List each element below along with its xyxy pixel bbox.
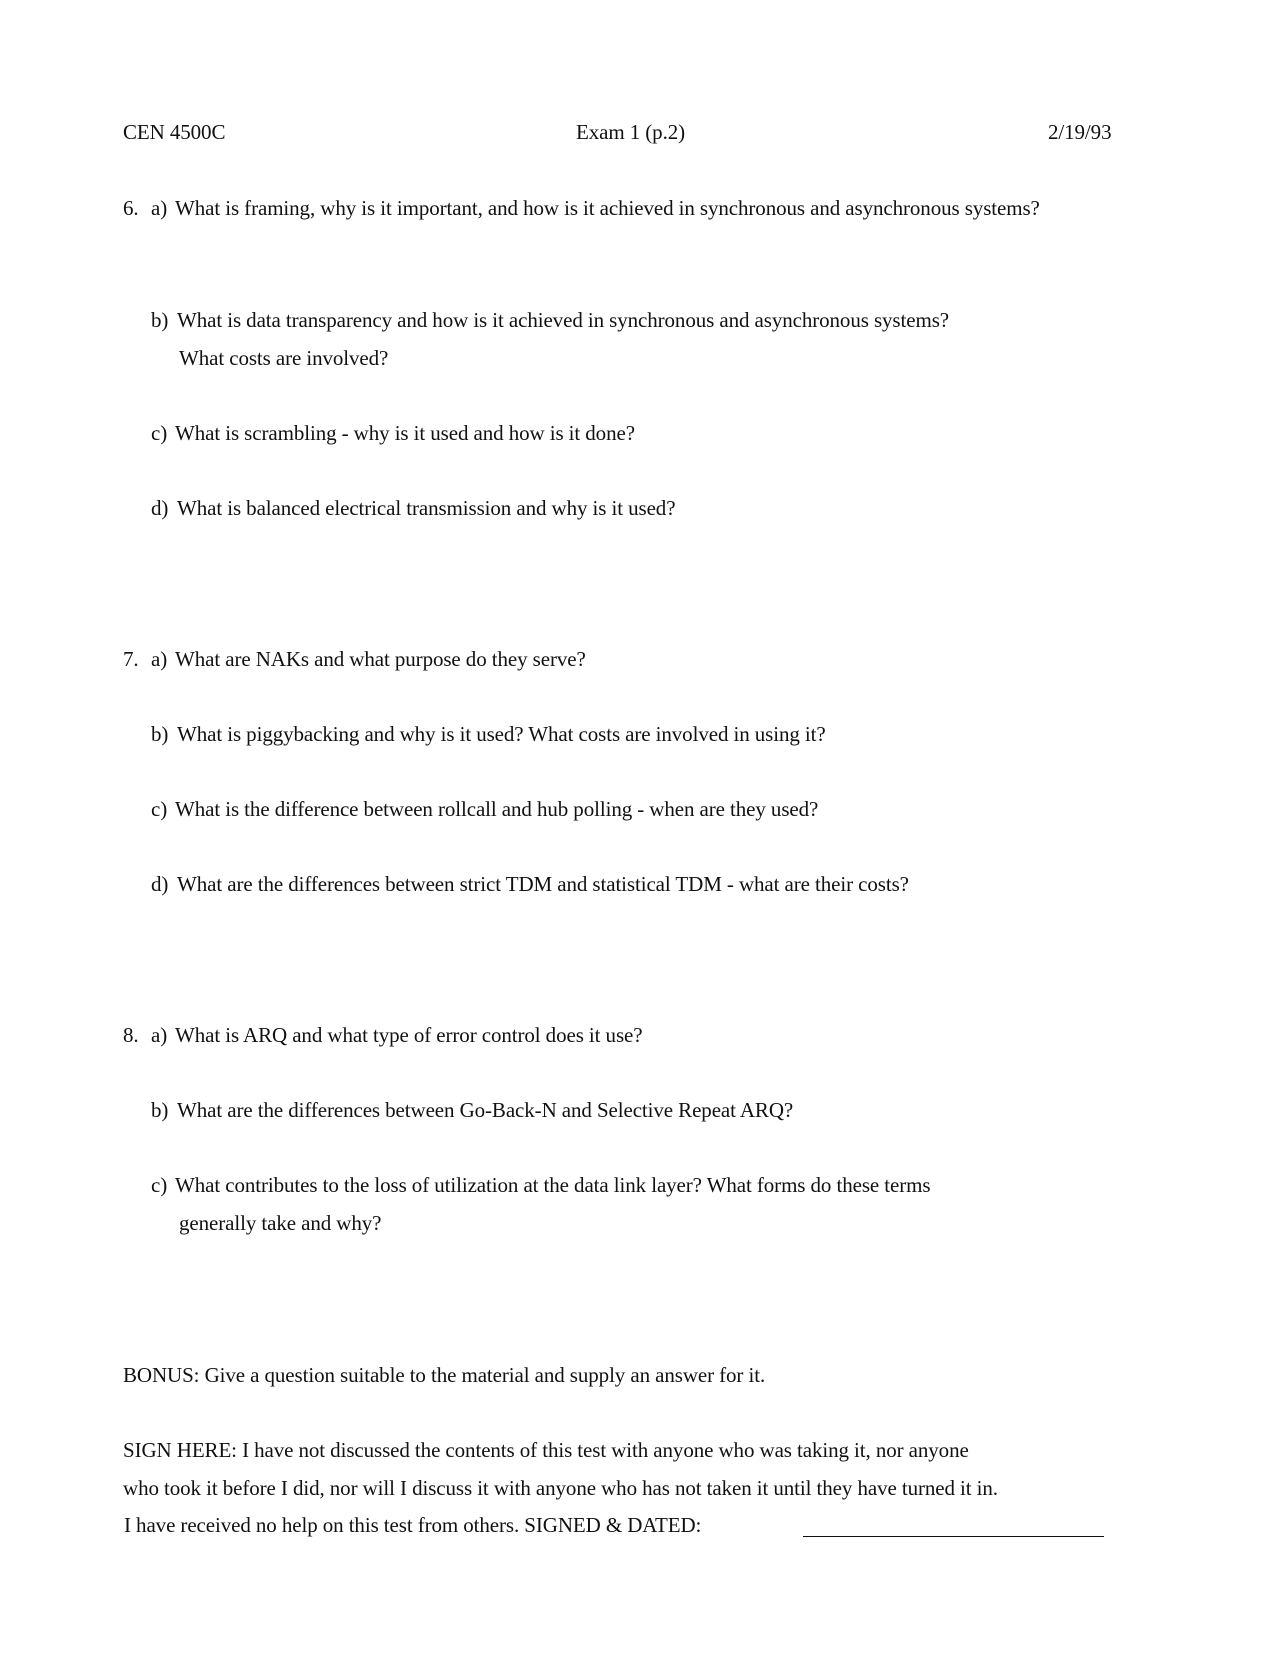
part-label: b): [151, 308, 169, 332]
question-text: What are the differences between Go-Back-N and Selective Repeat ARQ?: [177, 1098, 794, 1122]
question-text: What is balanced electrical transmission and why is it used?: [177, 496, 676, 520]
part-label: d): [151, 496, 169, 520]
exam-date: 2/19/93: [1048, 120, 1112, 144]
pledge-line: SIGN HERE: I have not discussed the contents of this test with anyone who was taking it, nor anyone: [123, 1438, 969, 1462]
pledge-line: who took it before I did, nor will I discuss it with anyone who has not taken it until they have turned it in.: [123, 1476, 998, 1500]
question-text: What costs are involved?: [179, 346, 389, 370]
question-text: What is data transparency and how is it achieved in synchronous and asynchronous systems?: [177, 308, 949, 332]
part-label: c): [151, 797, 168, 821]
part-label: a): [151, 1023, 168, 1047]
part-label: c): [151, 1173, 168, 1197]
question-text: What are NAKs and what purpose do they serve?: [175, 647, 586, 671]
question-text: What are the differences between strict TDM and statistical TDM - what are their costs?: [177, 872, 909, 896]
question-text: What contributes to the loss of utilization at the data link layer? What forms do these terms: [175, 1173, 931, 1197]
question-text: What is scrambling - why is it used and how is it done?: [175, 421, 635, 445]
question-number: 6.: [123, 196, 139, 220]
course-code: CEN 4500C: [123, 120, 226, 144]
part-label: a): [151, 647, 168, 671]
question-text: What is ARQ and what type of error control does it use?: [175, 1023, 643, 1047]
part-label: a): [151, 196, 168, 220]
question-number: 8.: [123, 1023, 139, 1047]
part-label: b): [151, 1098, 169, 1122]
part-label: c): [151, 421, 168, 445]
bonus-question: BONUS: Give a question suitable to the material and supply an answer for it.: [123, 1363, 766, 1387]
part-label: d): [151, 872, 169, 896]
part-label: b): [151, 722, 169, 746]
question-text: What is piggybacking and why is it used? What costs are involved in using it?: [177, 722, 826, 746]
question-number: 7.: [123, 647, 139, 671]
signature-line: [803, 1536, 1104, 1537]
question-text: What is the difference between rollcall and hub polling - when are they used?: [175, 797, 819, 821]
question-text: What is framing, why is it important, and how is it achieved in synchronous and asynchronous systems?: [175, 196, 1040, 220]
pledge-line: I have received no help on this test from others. SIGNED & DATED:: [124, 1513, 702, 1537]
question-text: generally take and why?: [179, 1211, 382, 1235]
exam-title: Exam 1 (p.2): [576, 120, 686, 144]
